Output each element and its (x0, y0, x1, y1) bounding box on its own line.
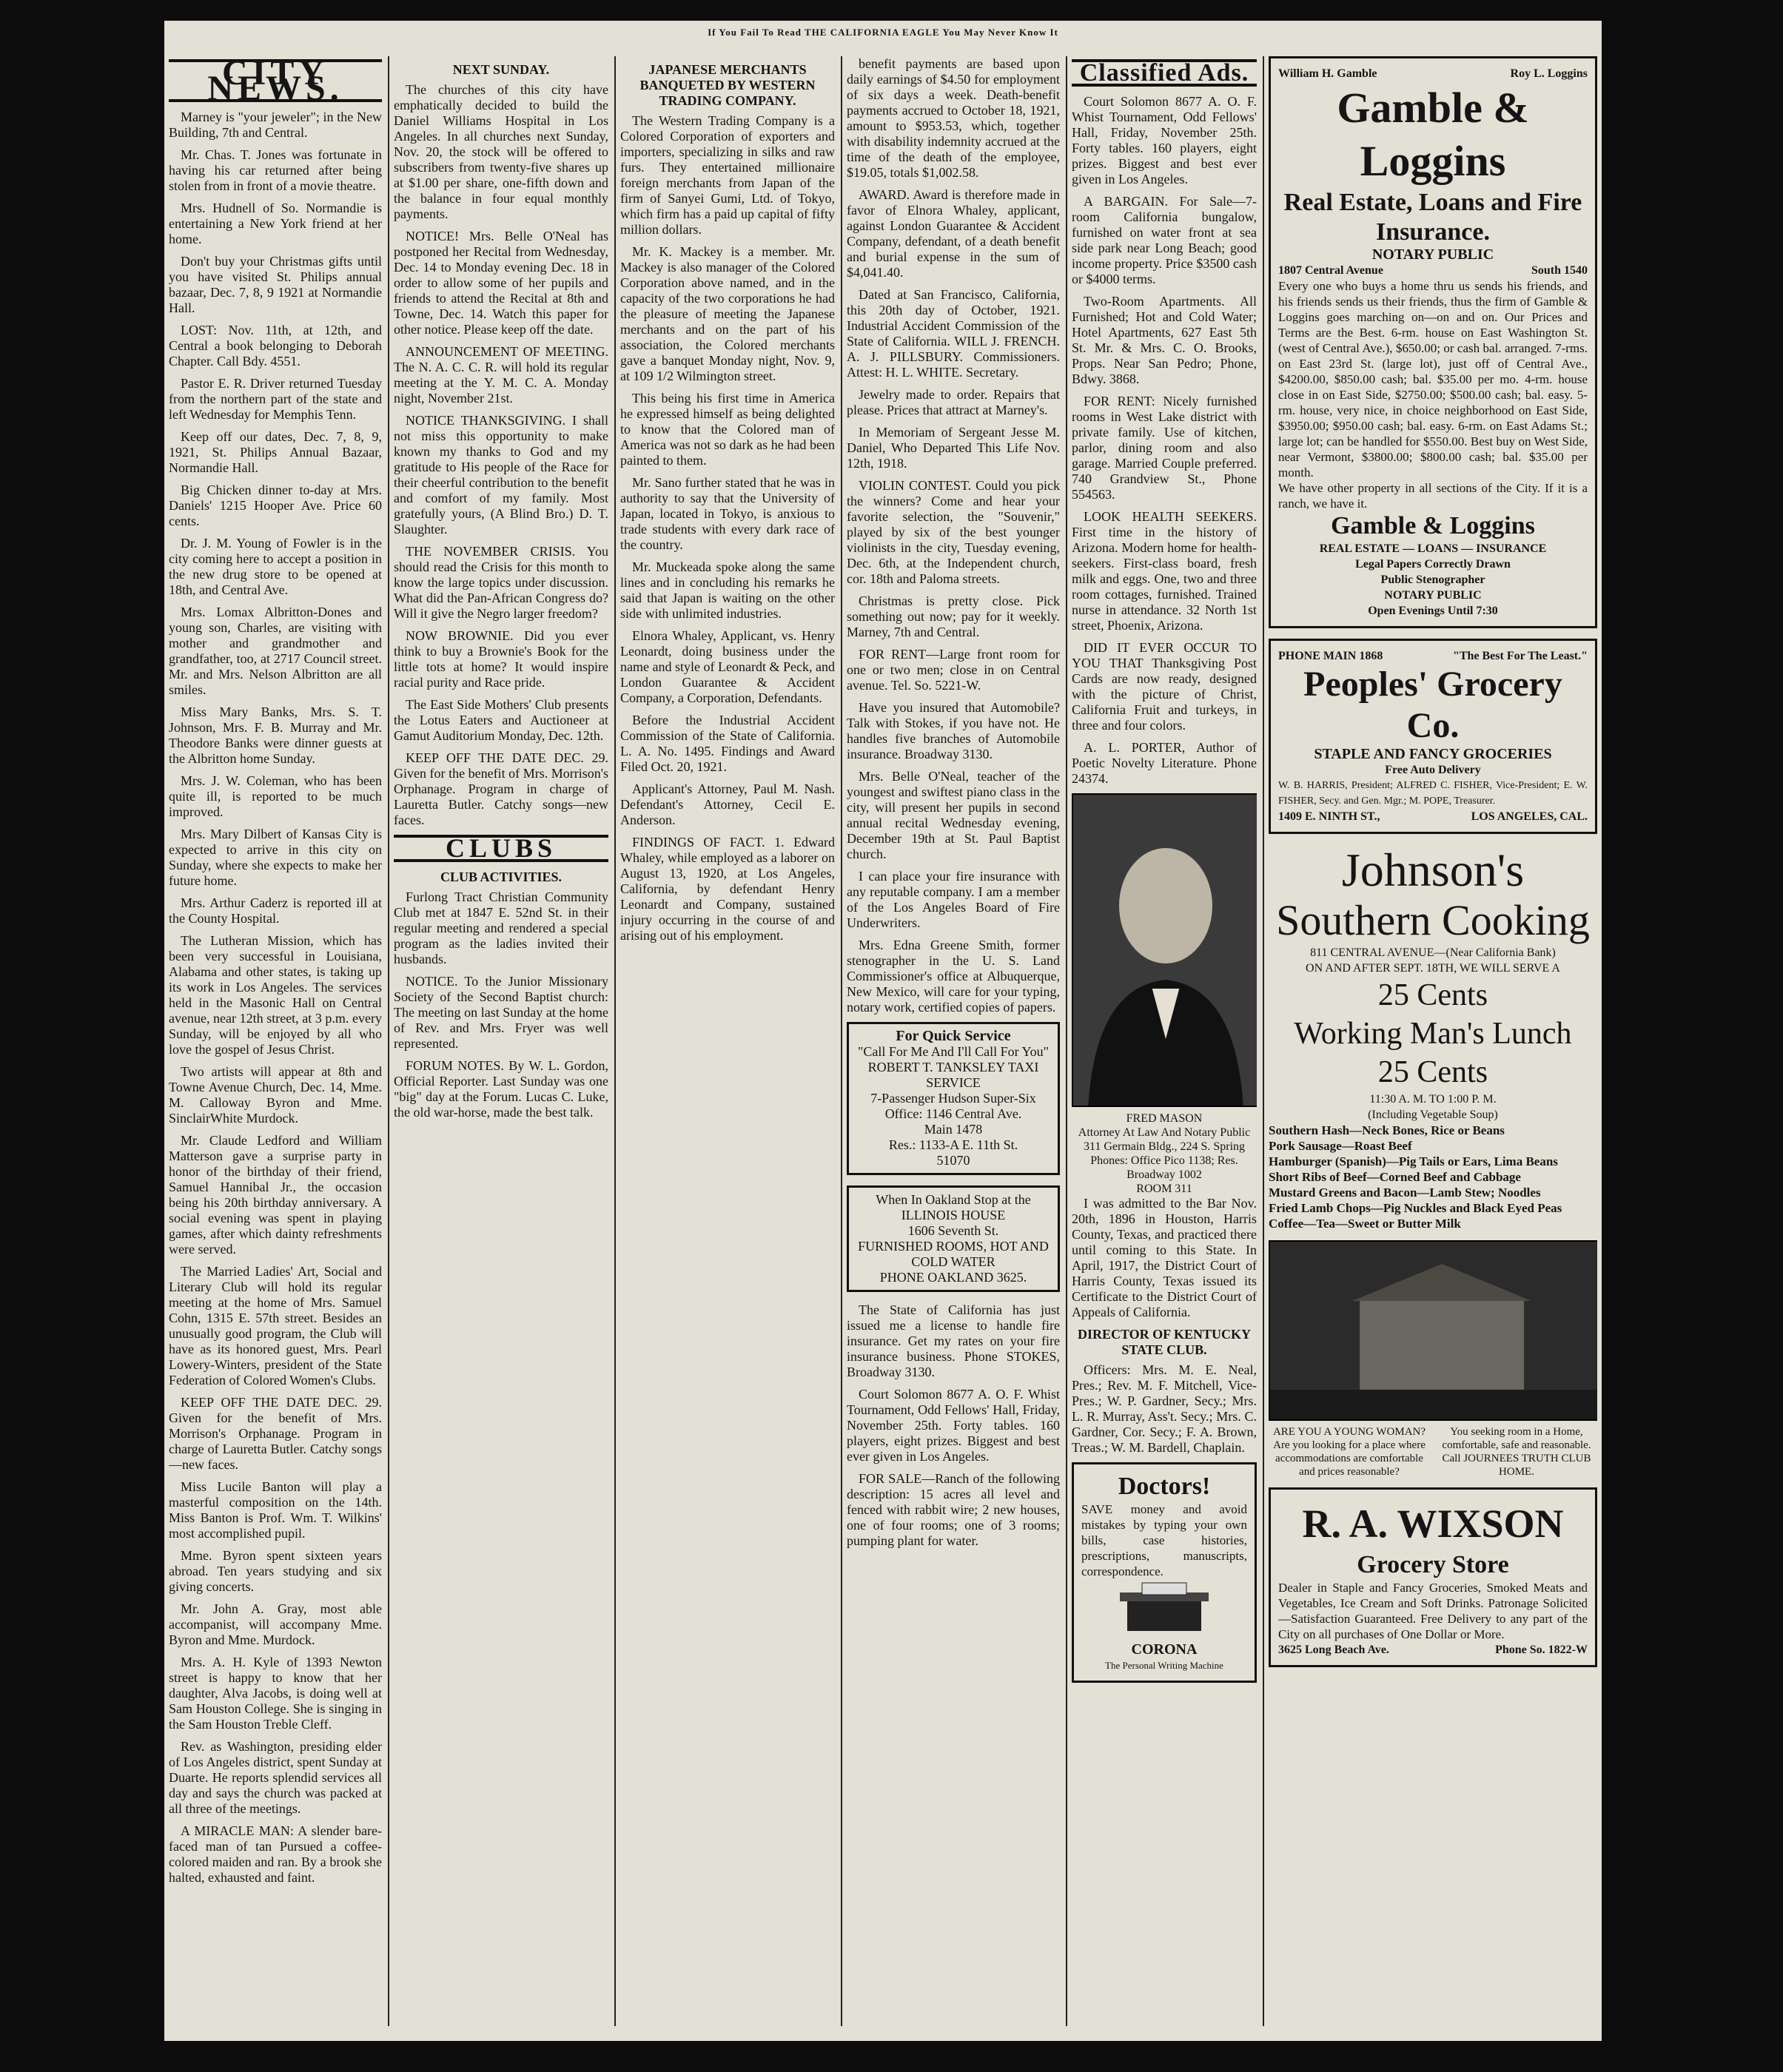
johnson-address: 811 CENTRAL AVENUE—(Near California Bank) (1310, 946, 1556, 959)
text-line: Southern Hash—Neck Bones, Rice or Beans (1269, 1123, 1505, 1137)
paragraph: Jewelry made to order. Repairs that please. Prices that attract at Marney's. (847, 387, 1060, 417)
text-line: Hamburger (Spanish)—Pig Tails or Ears, Lima Beans (1269, 1154, 1558, 1168)
header-strip: If You Fail To Read THE CALIFORNIA EAGLE You May Never Know It (708, 27, 1058, 38)
johnson-lunch: Working Man's Lunch (1294, 1017, 1572, 1051)
newspaper-page (164, 21, 1602, 2041)
paragraph: Mrs. Mary Dilbert of Kansas City is expected to arrive in this city on Sunday, where she expects to make her future home. (169, 827, 382, 888)
paragraph: Big Chicken dinner to-day at Mrs. Daniels' 1215 Hooper Ave. Price 60 cents. (169, 482, 382, 528)
portrait-icon (1073, 795, 1257, 1106)
paragraph: Christmas is pretty close. Pick something out now; pay for it weekly. Marney, 7th and Central. (847, 593, 1060, 639)
paragraph: Mr. Sano further stated that he was in authority to say that the University of Japan, located in Tokyo, is anxious to trade students with every dark race of the country. (620, 475, 835, 552)
column-rule (614, 56, 616, 2026)
next-sunday-paragraphs (394, 82, 608, 828)
fred-mason-photo (1072, 793, 1257, 1107)
classified-heading: Classified Ads. (1072, 59, 1257, 87)
paragraph: The East Side Mothers' Club presents the Lotus Eaters and Auctioneer at Gamut Auditorium Monday, Dec. 12th. (394, 697, 608, 743)
more-notices (847, 1302, 1060, 1549)
paragraph: NOW BROWNIE. Did you ever think to buy a Brownie's Book for the little tots at home? It would inspire racial purity and Race pride. (394, 628, 608, 690)
grocery-subtitle: STAPLE AND FANCY GROCERIES (1314, 746, 1552, 762)
illinois-house-lines (853, 1192, 1053, 1285)
paragraph: FOR RENT—Large front room for one or two men; close in on Central avenue. Tel. So. 5221-W. (847, 647, 1060, 693)
paragraph: Before the Industrial Accident Commission of the State of California. L. A. No. 1495. Findings and Award Filed Oct. 20, 1921. (620, 713, 835, 774)
club-activities-heading: CLUB ACTIVITIES. (440, 870, 563, 884)
next-sunday-heading: NEXT SUNDAY. (452, 62, 550, 77)
paragraph: Mrs. A. H. Kyle of 1393 Newton street is happy to know that her daughter, Alva Jacobs, is doing well at Sam Houston College. She is singing in the Sam Houston Treble Cleff. (169, 1655, 382, 1732)
paragraph: ANNOUNCEMENT OF MEETING. The N. A. C. C. R. will hold its regular meeting at the Y. M. C. A. Monday night, November 21st. (394, 344, 608, 406)
peoples-grocery-ad (1269, 639, 1597, 834)
paragraph: Two-Room Apartments. All Furnished; Hot and Cold Water; Hotel Apartments, 627 East 5th St. Mr. & Mrs. C. O. Brooks, Props. Near San Pedro; Phone, Bdwy. 3868. (1072, 294, 1257, 386)
paragraph: Mrs. Edna Greene Smith, former stenographer in the U. S. Land Commissioner's office at Albuquerque, New Mexico, will care for your typing, notary work, certified copies of papers. (847, 938, 1060, 1015)
column-rule (1263, 56, 1264, 2026)
johnson-soup: (Including Vegetable Soup) (1368, 1109, 1498, 1121)
paragraph: Have you insured that Automobile? Talk with Stokes, if you have not. He handles five branches of Automobile insurance. Broadway 3130. (847, 700, 1060, 761)
illinois-house-ad (847, 1185, 1060, 1292)
column-next-sunday (394, 56, 608, 2026)
wixson-phone: Phone So. 1822-W (1495, 1644, 1588, 1656)
column-rule (388, 56, 389, 2026)
text-line: Phones: Office Pico 1138; Res. Broadway 1002 (1090, 1154, 1238, 1181)
paragraph: Keep off our dates, Dec. 7, 8, 9, 1921, St. Philips Annual Bazaar, Normandie Hall. (169, 429, 382, 475)
paragraph: The Married Ladies' Art, Social and Literary Club will hold its regular meeting at the home of Mrs. Samuel Cohn, 1315 E. 57th street. Besides an unusually good program, the Club will have as its honored guest, Mrs. Pearl Lowery-Winters, president of the State Federation of Colored Women's Clubs. (169, 1264, 382, 1388)
column-rule (1066, 56, 1067, 2026)
paragraph: Dated at San Francisco, California, this 20th day of October, 1921. Industrial Accident Commission of the State of California. WILL J. FRENCH. A. J. PILLSBURY. Commissioners. Attest: H. L. WHITE. Secretary. (847, 287, 1060, 380)
paragraph: Court Solomon 8677 A. O. F. Whist Tournament, Odd Fellows' Hall, Friday, November 25th. Forty tables. 160 players, eight prizes. Biggest and best ever given in Los Angeles. (1072, 94, 1257, 186)
johnson-menu (1269, 1123, 1597, 1231)
paragraph: Two artists will appear at 8th and Towne Avenue Church, Dec. 14, Mme. M. Calloway Byron and Mme. SinclairWhite Murdock. (169, 1064, 382, 1126)
paragraph: Mr. John A. Gray, most able accompanist, will accompany Mme. Byron and Mme. Murdock. (169, 1601, 382, 1647)
text-line: ILLINOIS HOUSE (901, 1208, 1006, 1222)
grocery-delivery: Free Auto Delivery (1385, 764, 1481, 776)
wixson-address: 3625 Long Beach Ave. (1278, 1644, 1389, 1656)
grocery-address: 1409 E. NINTH ST., (1278, 810, 1380, 823)
text-line: Main 1478 (924, 1122, 983, 1137)
paragraph: Mr. Chas. T. Jones was fortunate in having his car returned after being stolen from in front of a movie theatre. (169, 147, 382, 193)
text-line: Coffee—Tea—Sweet or Butter Milk (1269, 1217, 1461, 1231)
johnson-title-1: Johnson's (1341, 844, 1525, 896)
paragraph: Pastor E. R. Driver returned Tuesday from the northern part of the state and left Wednesday for Memphis Tenn. (169, 376, 382, 422)
paragraph: Furlong Tract Christian Community Club met at 1847 E. 52nd St. in their regular meeting and rendered a special program as the ladies invited their husbands. (394, 889, 608, 966)
paragraph: THE NOVEMBER CRISIS. You should read the Crisis for this month to know the large topics under discussion. What did the Pan-African Congress do? Will it give the Negro larger freedom? (394, 544, 608, 621)
taxi-ad (847, 1022, 1060, 1175)
paragraph: AWARD. Award is therefore made in favor of Elnora Whaley, applicant, against London Guarantee & Accident Company, defendant, of a death benefit and burial expense in the sum of $4,041.40. (847, 187, 1060, 280)
young-woman-notices (1269, 1425, 1597, 1479)
johnson-hours: 11:30 A. M. TO 1:00 P. M. (1369, 1093, 1497, 1106)
doctors-heading: Doctors! (1118, 1473, 1211, 1500)
column-japanese-merchants (620, 56, 835, 2026)
paragraph: Mr. Muckeada spoke along the same lines and in concluding his remarks he said that Japan is waiting on the other side with unlimited industries. (620, 559, 835, 621)
column-advertisements (1269, 56, 1597, 2026)
typewriter-icon (1112, 1579, 1216, 1638)
kentucky-club-text: Officers: Mrs. M. E. Neal, Pres.; Rev. M. F. Mitchell, Vice-Pres.; W. P. Gardner, Secy.; Mrs. L. R. Murray, Ass't. Secy.; Mrs. C. Gardner, Cor. Secy.; F. A. Brown, Treas.; W. M. Bardell, Chaplain. (1072, 1362, 1257, 1455)
wixson-grocery-ad (1269, 1487, 1597, 1667)
paragraph: Court Solomon 8677 A. O. F. Whist Tournament, Odd Fellows' Hall, Friday, November 25th. Forty tables. 160 players, eight prizes. Biggest and best ever given in Los Angeles. (847, 1387, 1060, 1464)
paragraph: NOTICE! Mrs. Belle O'Neal has postponed her Recital from Wednesday, Dec. 14 to Monday evening Dec. 18 in order to allow some of her pupils and friends to attend the Recital at 8th and Towne, Dec. 14. Watch this paper for other notice. Please keep off the date. (394, 229, 608, 337)
text-line: FRED MASON (1126, 1112, 1203, 1125)
wixson-title: R. A. WIXSON (1302, 1501, 1564, 1546)
city-news-paragraphs (169, 110, 382, 1886)
johnson-title-2: Southern Cooking (1276, 896, 1590, 944)
text-line: Fried Lamb Chops—Pig Nuckles and Black Eyed Peas (1269, 1201, 1562, 1215)
johnson-date: ON AND AFTER SEPT. 18TH, WE WILL SERVE A (1306, 962, 1560, 975)
text-line: Legal Papers Correctly Drawn (1355, 558, 1511, 571)
paragraph: A. L. PORTER, Author of Poetic Novelty Literature. Phone 24374. (1072, 740, 1257, 786)
column-notices (847, 56, 1060, 2026)
text-line: "Call For Me And I'll Call For You" (858, 1044, 1049, 1059)
paragraph: NOTICE. To the Junior Missionary Society of the Second Baptist church: The meeting on last Sunday at the home of Rev. and Mrs. Fryer was well represented. (394, 974, 608, 1051)
building-photo (1269, 1240, 1597, 1421)
fred-mason-text: I was admitted to the Bar Nov. 20th, 1896 in Houston, Harris County, Texas, and practiced there until coming to this State. In April, 1917, the District Court of Harris County, Texas issued its Certificate to the District Court of Appeals of California. (1072, 1196, 1257, 1319)
text-line: NOTARY PUBLIC (1384, 589, 1482, 602)
taxi-lines (853, 1044, 1053, 1168)
paragraph: KEEP OFF THE DATE DEC. 29. Given for the benefit of Mrs. Morrison's Orphanage. Program in charge of Lauretta Butler. Catchy songs—new faces. (394, 750, 608, 827)
doctors-text: SAVE money and avoid mistakes by typing your own bills, case histories, prescriptions, manuscripts, correspondence. (1081, 1502, 1247, 1578)
paragraph: Marney is "your jeweler"; in the New Building, 7th and Central. (169, 110, 382, 140)
fred-mason-caption (1072, 1111, 1257, 1196)
grocery-city: LOS ANGELES, CAL. (1471, 810, 1588, 823)
paragraph: NOTICE THANKSGIVING. I shall not miss this opportunity to make known my thanks to God and my gratitude to His people of the Race for their cheerful contribution to the benefit and comfort of my family. Most gratefully yours, (A Blind Bro.) D. T. Slaughter. (394, 413, 608, 536)
gamble-services: REAL ESTATE — LOANS — INSURANCE (1319, 542, 1547, 555)
paragraph: LOOK HEALTH SEEKERS. First time in the history of Arizona. Modern home for health-seekers. First-class board, fresh milk and eggs. One, two and three room cottages, furnished. Trained nurse in attendance. 32 North 1st street, Phoenix, Arizona. (1072, 509, 1257, 633)
text-line: ROBERT T. TANKSLEY TAXI SERVICE (867, 1060, 1039, 1090)
grocery-slogan: "The Best For The Least." (1452, 650, 1588, 662)
text-line: 311 Germain Bldg., 224 S. Spring (1083, 1140, 1246, 1153)
column-city-news (169, 56, 382, 2026)
gamble-name: William H. Gamble (1278, 67, 1377, 80)
paragraph: This being his first time in America he expressed himself as being delighted to know that the Colored man of America was not so dark as he had been painted to them. (620, 391, 835, 468)
grocery-phone: PHONE MAIN 1868 (1278, 650, 1383, 662)
text-line: When In Oakland Stop at the (876, 1192, 1031, 1207)
kentucky-club-heading: DIRECTOR OF KENTUCKY STATE CLUB. (1077, 1327, 1252, 1357)
text-line: Res.: 1133-A E. 11th St. (888, 1137, 1018, 1152)
text-line: FURNISHED ROOMS, HOT AND COLD WATER (858, 1239, 1049, 1269)
gamble-address: 1807 Central Avenue (1278, 264, 1383, 277)
paragraph: KEEP OFF THE DATE DEC. 29. Given for the benefit of Mrs. Morrison's Orphanage. Program in charge of Lauretta Butler. Catchy songs—new faces. (169, 1395, 382, 1472)
paragraph: LOST: Nov. 11th, at 12th, and Central a book belonging to Deborah Chapter. Call Bdy. 4551. (169, 323, 382, 369)
paragraph: Applicant's Attorney, Paul M. Nash. Defendant's Attorney, Cecil E. Anderson. (620, 781, 835, 827)
corona-subtitle: The Personal Writing Machine (1105, 1660, 1223, 1671)
johnson-price-1: 25 Cents (1377, 978, 1488, 1012)
gamble-title: Gamble & Loggins (1337, 84, 1529, 185)
corona-title: CORONA (1131, 1641, 1198, 1658)
gamble-notary: NOTARY PUBLIC (1371, 246, 1494, 263)
paragraph: FORUM NOTES. By W. L. Gordon, Official Reporter. Last Sunday was one "big" day at the Forum. Lucas C. Luke, the old war-horse, made the best talk. (394, 1058, 608, 1120)
paragraph: Elnora Whaley, Applicant, vs. Henry Leonardt, doing business under the name and style of Leonardt & Peck, and London Guarantee & Accident Company, a Corporation, Defendants. (620, 628, 835, 705)
paragraph: Mme. Byron spent sixteen years abroad. Ten years studying and six giving concerts. (169, 1548, 382, 1594)
text-line: Public Stenographer (1380, 574, 1485, 586)
gamble-extra-lines (1278, 556, 1588, 619)
johnsons-southern-cooking-ad (1269, 844, 1597, 1231)
paragraph: Mrs. Lomax Albritton-Dones and young son, Charles, are visiting with mother and grandmother and grandfather, too, at 2717 Council street. Mr. and Mrs. Nelson Albritton are all smiles. (169, 605, 382, 697)
young-woman-notice-left: ARE YOU A YOUNG WOMAN? Are you looking for a place where accommodations are comfortable and prices reasonable? (1272, 1426, 1426, 1478)
paragraph: Mr. Claude Ledford and William Matterson gave a surprise party in honor of the birthday of their friend, Samuel Hannibal Jr., the occasion being his 20th birthday anniversary. A social evening was spent in playing games, after which dainty refreshments were served. (169, 1133, 382, 1257)
text-line: Office: 1146 Central Ave. (884, 1106, 1022, 1121)
paragraph: The Western Trading Company is a Colored Corporation of exporters and importers, specializing in silks and raw furs. They entertained millionaire foreign merchants from Japan of the firm of Sanyei Gumi, Ltd. of Tokyo, which firm has a paid up capital of fifty million dollars. (620, 113, 835, 237)
text-line: Short Ribs of Beef—Corned Beef and Cabbage (1269, 1170, 1521, 1184)
paragraph: VIOLIN CONTEST. Could you pick the winners? Come and hear your favorite selection, the "Souvenir," played by six of the best younger violinists in the city, Tuesday evening, Dec. 6th, at the Independent church, cor. 18th and Paloma streets. (847, 478, 1060, 586)
gamble-text: Every one who buys a home thru us sends his friends, and his friends sends us their friends, thus the firm of Gamble & Loggins goes marching on—on and on. Our Prices and Terms are the Best. 6-rm. house on East Washington St. (west of Central Ave.), $650.00; or cash bal. arranged. 7-rms. on East 23rd St. (large lot), just off of Central Ave., $4200.00, $850.00 cash; bal. $35.00 per mo. 4-rm. house close in on East Side, $2750.00; $500.00 cash; bal. easy. 5-rm. house, very nice, in choice neighborhood on East Side, $3950.00; $950.00 cash; bal. easy. 6-rm. on East Adams St.; large lot; can be handled for $550.00. Best buy on West Side, near Vermont, $3800.00; $800.00 cash; bal. $35.00 per month. (1278, 279, 1588, 480)
paragraph: The churches of this city have emphatically decided to build the Daniel Williams Hospital in Los Angeles. In all churches next Sunday, Nov. 20, the stock will be offered to subscribers from twenty-five shares up at $1.00 per share, one-fifth down and the balance in four equal monthly payments. (394, 82, 608, 221)
text-line: ROOM 311 (1136, 1183, 1192, 1195)
column-rule (841, 56, 842, 2026)
text-line: Open Evenings Until 7:30 (1368, 605, 1498, 617)
text-line: 51070 (936, 1153, 970, 1168)
paragraph: Mrs. Arthur Caderz is reported ill at the County Hospital. (169, 895, 382, 926)
paragraph: Don't buy your Christmas gifts until you have visited St. Philips annual bazaar, Dec. 7, 8, 9 1921 at Normandie Hall. (169, 254, 382, 315)
grocery-title: Peoples' Grocery Co. (1303, 665, 1562, 745)
paragraph: FINDINGS OF FACT. 1. Edward Whaley, while employed as a laborer on August 13, 1920, at Los Angeles, California, by defendant Henry Leonardt and Company, sustained injury occurring in the course of and arising out of his employment. (620, 835, 835, 943)
japanese-merchants-paragraphs (620, 113, 835, 944)
corona-ad (1072, 1462, 1257, 1683)
notices-paragraphs (847, 56, 1060, 1015)
johnson-price-2: 25 Cents (1377, 1055, 1488, 1089)
japanese-merchants-heading: JAPANESE MERCHANTS BANQUETED BY WESTERN TRADING COMPANY. (639, 62, 816, 108)
taxi-heading: For Quick Service (896, 1028, 1011, 1044)
clubs-heading: CLUBS (394, 835, 608, 862)
paragraph: In Memoriam of Sergeant Jesse M. Daniel, Who Departed This Life Nov. 12th, 1918. (847, 425, 1060, 471)
gamble-title-2: Gamble & Loggins (1331, 512, 1535, 539)
paragraph: benefit payments are based upon daily earnings of $4.50 for employment of six days a week. Death-benefit payments accrued to October 18, 1921, amount to $953.53, which, together with disability indemnity accrued at the time of the death of the employee, $19.05, totals $1,002.58. (847, 56, 1060, 180)
gamble-text-2: We have other property in all sections of the City. If it is a ranch, we have it. (1278, 481, 1588, 511)
paragraph: The Lutheran Mission, which has been very successful in Louisiana, Alabama and other states, is taking up its work in Los Angeles. The services held in the Masonic Hall on Central avenue, near 12th street, at 3 p.m. every Sunday, will be enjoyed by all who love the gospel of Jesus Christ. (169, 933, 382, 1057)
young-woman-notice-right: You seeking room in a Home, comfortable, safe and reasonable. Call JOURNEES TRUTH CLUB HOME. (1442, 1426, 1591, 1478)
paragraph: DID IT EVER OCCUR TO YOU THAT Thanksgiving Post Cards are now ready, designed with the picture of Christ, California Fruit and turkeys, in three and four colors. (1072, 640, 1257, 733)
text-line: PHONE OAKLAND 3625. (879, 1270, 1027, 1285)
loggins-name: Roy L. Loggins (1510, 67, 1588, 80)
text-line: Attorney At Law And Notary Public (1078, 1126, 1251, 1139)
paragraph: FOR RENT: Nicely furnished rooms in West Lake district with private family. Use of kitchen, parlor, dining room and also garage. Married Couple preferred. 740 Grandview St., Phone 554563. (1072, 394, 1257, 502)
column-classified (1072, 56, 1257, 2026)
wixson-text: Dealer in Staple and Fancy Groceries, Smoked Meats and Vegetables, Ice Cream and Soft Drinks. Patronage Solicited—Satisfaction Guaranteed. Free Delivery to any part of the City on all purchases of One Dollar or More. (1278, 1581, 1588, 1641)
paragraph: Dr. J. M. Young of Fowler is in the city coming here to accept a position in the new drug store to be opened at 18th, and Central Ave. (169, 536, 382, 597)
text-line: 1606 Seventh St. (907, 1223, 999, 1238)
paragraph: Miss Mary Banks, Mrs. S. T. Johnson, Mrs. F. B. Murray and Mr. Theodore Banks were dinner guests at the Albritton home Sunday. (169, 704, 382, 766)
building-icon (1270, 1242, 1597, 1419)
gamble-loggins-ad (1269, 56, 1597, 628)
paragraph: FOR SALE—Ranch of the following description: 15 acres all level and fenced with rabbit wire; 2 new houses, one of four rooms; one of 3 rooms; pumping plant for water. (847, 1471, 1060, 1548)
text-line: Mustard Greens and Bacon—Lamb Stew; Noodles (1269, 1185, 1541, 1200)
clubs-paragraphs (394, 889, 608, 1120)
gamble-subtitle: Real Estate, Loans and Fire Insurance. (1283, 189, 1582, 246)
paragraph: Mrs. Belle O'Neal, teacher of the youngest and swiftest piano class in the city, will present her pupils in second annual recital Wednesday evening, December 19th at St. Paul Baptist church. (847, 769, 1060, 861)
paragraph: Mrs. Hudnell of So. Normandie is entertaining a New York friend at her home. (169, 201, 382, 246)
text-line: 7-Passenger Hudson Super-Six (870, 1091, 1036, 1106)
wixson-subtitle: Grocery Store (1357, 1551, 1509, 1578)
city-news-heading: CITY NEWS. (169, 59, 382, 102)
gamble-phone: South 1540 (1531, 264, 1588, 277)
paragraph: A MIRACLE MAN: A slender bare-faced man of tan Pursued a coffee-colored maiden and ran. By a brook she halted, exhausted and faint. (169, 1823, 382, 1885)
paragraph: The State of California has just issued me a license to handle fire insurance. Get my rates on your fire insurance business. Phone STOKES, Broadway 3130. (847, 1302, 1060, 1379)
paragraph: Mr. K. Mackey is a member. Mr. Mackey is also manager of the Colored Corporation above named, and in the capacity of the two corporations he had the pleasure of meeting the Japanese merchants and on the part of his association, the Colored merchants gave a banquet Monday night, Nov. 9, at 109 1/2 Wilmington street. (620, 244, 835, 383)
text-line: Pork Sausage—Roast Beef (1269, 1139, 1412, 1153)
paragraph: I can place your fire insurance with any reputable company. I am a member of the Los Angeles Board of Fire Underwriters. (847, 869, 1060, 930)
paragraph: Rev. as Washington, presiding elder of Los Angeles district, spent Sunday at Duarte. He reports splendid services all day and says the church was packed at all three of the meetings. (169, 1739, 382, 1816)
grocery-officers: W. B. HARRIS, President; ALFRED C. FISHER, Vice-President; E. W. FISHER, Secy. and Gen. Mgr.; M. POPE, Treasurer. (1278, 780, 1588, 807)
paragraph: A BARGAIN. For Sale—7-room California bungalow, furnished on water front at sea side park near Long Beach; good income property. Price $3500 cash or $4000 terms. (1072, 194, 1257, 286)
classified-paragraphs (1072, 94, 1257, 787)
paragraph: Mrs. J. W. Coleman, who has been quite ill, is reported to be much improved. (169, 773, 382, 819)
paragraph: Miss Lucile Banton will play a masterful composition on the 14th. Miss Banton is Prof. Wm. T. Wilkins' most accomplished pupil. (169, 1479, 382, 1541)
